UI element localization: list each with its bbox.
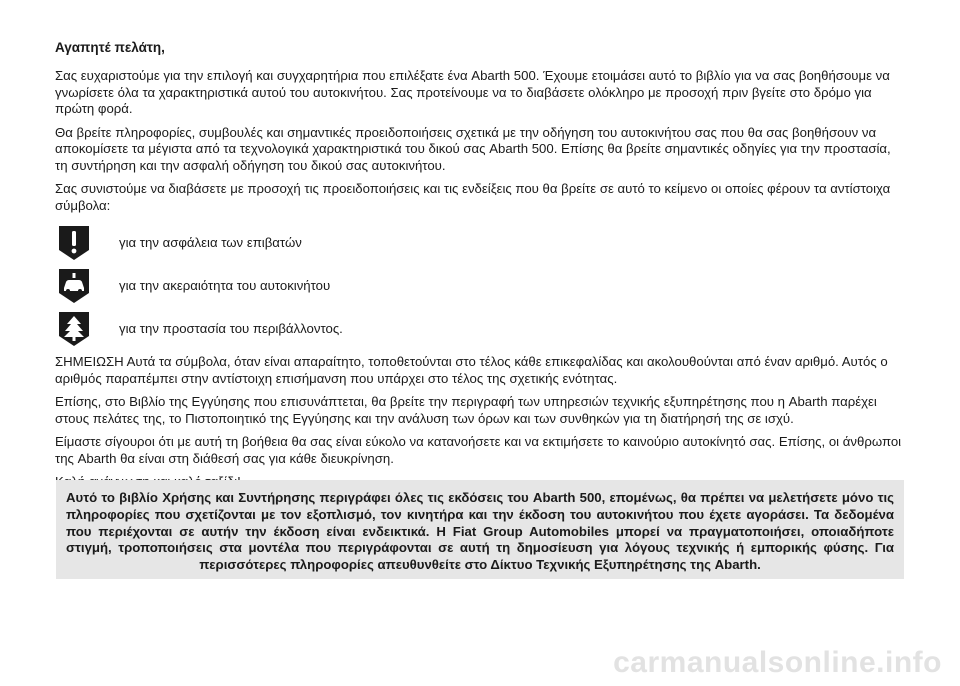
manual-page [55, 40, 905, 498]
intro-paragraph-2: Θα βρείτε πληροφορίες, συμβουλές και σημαντικές προειδοποιήσεις σχετικά με την οδήγηση του αυτοκινήτου σας που θα σας βοηθήσουν να αποκομίσετε τα μέγιστα από τα τεχνολογικά χαρακτηριστικά του δικού σας Abarth 500. Επίσης θα βρείτε σημαντικές οδηγίες για την προστασία, τη συντήρηση και την ασφαλή οδήγηση του δικού σας αυτοκινήτου. [55, 124, 891, 173]
warning-exclamation-icon [57, 224, 91, 262]
tree-environment-icon [57, 310, 91, 348]
watermark-text: carmanualsonline.info [613, 646, 942, 679]
symbol-row-safety [55, 221, 905, 264]
intro-paragraph-3: Σας συνιστούμε να διαβάσετε με προσοχή τις προειδοποιήσεις και τις ενδείξεις που θα βρείτε σε αυτό το κείμενο οι οποίες φέρουν τα αντίστοιχα σύμβολα: [55, 181, 891, 213]
intro-paragraph-1: Σας ευχαριστούμε για την επιλογή και συγχαρητήρια που επιλέξατε ένα Abarth 500. Έχουμε ετοιμάσει αυτό το βιβλίο για να σας βοηθήσουμε να γνωρίσετε όλα τα χαρακτηριστικά αυτού του αυτοκινήτου. Σας προτείνουμε να το διαβάσετε ολόκληρο με προσοχή πριν βγείτε στο δρόμο για πρώτη φορά. [55, 68, 890, 116]
symbol-label-car: για την ακεραιότητα του αυτοκινήτου [119, 278, 331, 293]
disclaimer-box: Αυτό το βιβλίο Χρήσης και Συντήρησης περιγράφει όλες τις εκδόσεις του Abarth 500, επομένως, θα πρέπει να μελετήσετε μόνο τις πληροφορίες που σχετίζονται με τον εξοπλισμό, τον κινητήρα και την έκδοση του αυτοκινήτου που έχετε αγοράσει. Τα δεδομένα που περιέχονται σε αυτήν την έκδοση είναι ενδεικτικά. Η Fiat Group Automobiles μπορεί να πραγματοποιήσει, οποιαδήποτε στιγμή, τροποποιήσεις στα μοντέλα που περιγράφονται σε αυτή τη δημοσίευση για λόγους τεχνικής ή εμπορικής φύσης. Για περισσότερες πληροφορίες απευθυνθείτε στο Δίκτυο Τεχνικής Εξυπηρέτησης της Abarth. [56, 480, 904, 579]
support-paragraph: Είμαστε σίγουροι ότι με αυτή τη βοήθεια θα σας είναι εύκολο να κατανοήσετε και να εκτιμήσετε το καινούριο αυτοκίνητό σας. Επίσης, οι άνθρωποι της Abarth θα είναι στη διάθεσή σας για κάθε διευκρίνηση. [55, 434, 902, 466]
symbol-label-safety: για την ασφάλεια των επιβατών [119, 235, 302, 250]
symbol-row-environment [55, 307, 905, 350]
greeting-heading: Αγαπητέ πελάτη, [55, 40, 165, 55]
note-paragraph: ΣΗΜΕΙΩΣΗ Αυτά τα σύμβολα, όταν είναι απαραίτητο, τοποθετούνται στο τέλος κάθε επικεφαλίδας και ακολουθούνται από έναν αριθμό. Αυτός ο αριθμός παραπέμπει στην αντίστοιχη επισήμανση που υπάρχει στο τέλος της σχετικής ενότητας. [55, 354, 888, 386]
car-warning-icon [57, 267, 91, 305]
symbols-list [55, 221, 905, 350]
warranty-paragraph: Επίσης, στο Βιβλίο της Εγγύησης που επισυνάπτεται, θα βρείτε την περιγραφή των υπηρεσιών τεχνικής εξυπηρέτησης που η Abarth παρέχει στους πελάτες της, το Πιστοποιητικό της Εγγύησης και την ανάλυση των όρων και των συνθηκών για τη διατήρησή της σε ισχύ. [55, 394, 877, 426]
symbol-row-car [55, 264, 905, 307]
symbol-label-environment: για την προστασία του περιβάλλοντος. [119, 321, 343, 336]
